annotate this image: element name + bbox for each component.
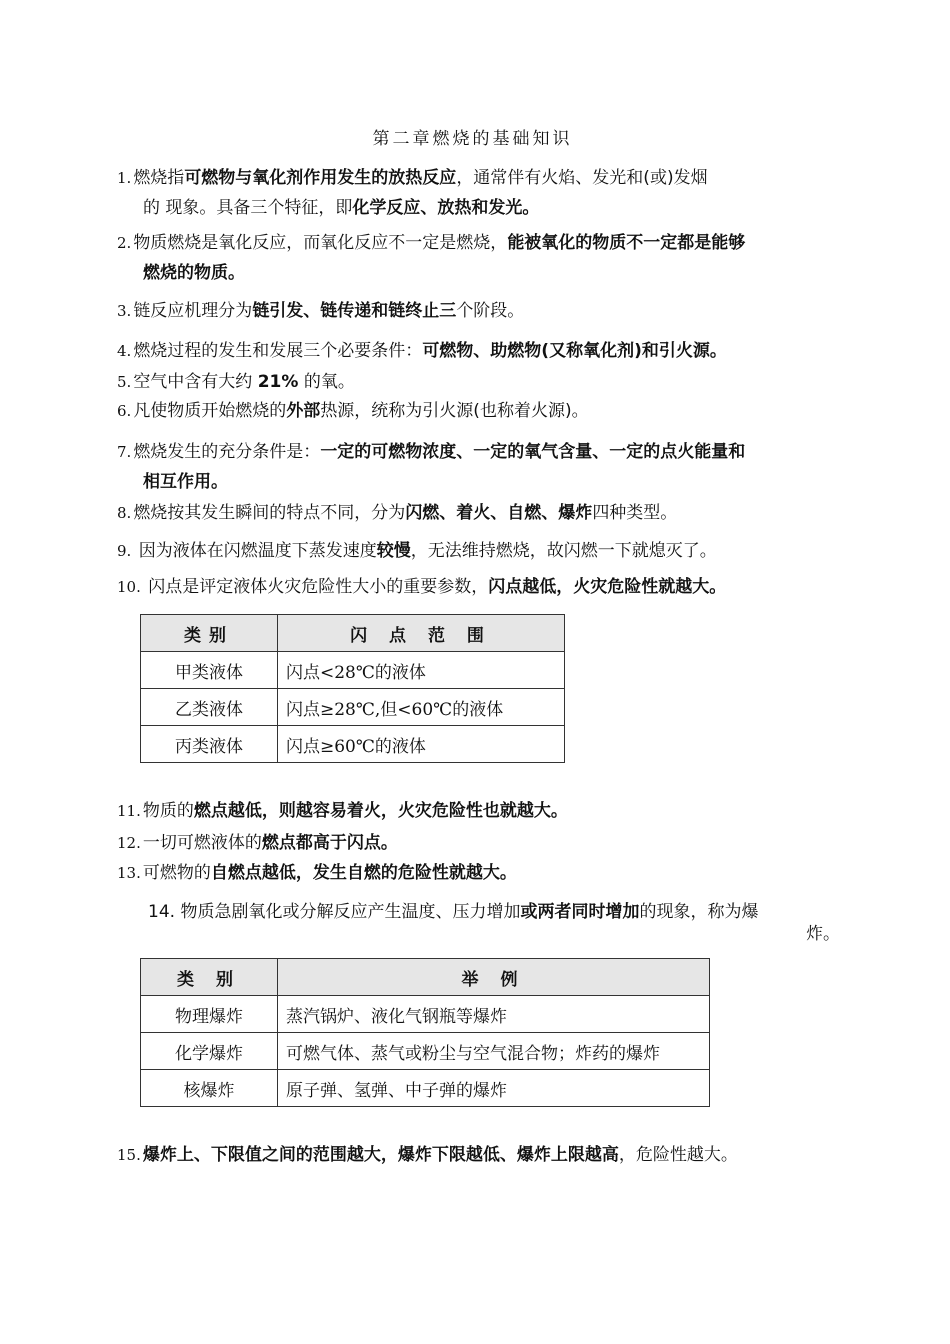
list-item — [117, 396, 837, 426]
list-item — [117, 1140, 837, 1170]
text-span: 空气中含有大约 — [133, 372, 258, 392]
text-span: ，危险性越大。 — [618, 1145, 738, 1165]
table-header: 举 例 — [278, 959, 710, 996]
table-header: 闪 点 范 围 — [278, 615, 565, 652]
bold-text: 闪燃、着火、自燃、爆炸 — [405, 503, 593, 523]
list-item — [117, 228, 837, 288]
table-cell: 乙类液体 — [141, 689, 278, 726]
item-number: 2. — [117, 234, 132, 252]
text-span: 链反应机理分为 — [133, 301, 253, 321]
item-number: 14. — [148, 902, 176, 922]
list-item — [148, 901, 840, 945]
list-item — [117, 498, 837, 528]
text-span: 物质急剧氧化或分解反应产生温度、压力增加 — [175, 902, 521, 922]
continuation-line — [117, 193, 837, 223]
chapter-title: 第二章燃烧的基础知识 — [372, 129, 573, 149]
text-span: 凡使物质开始燃烧的 — [133, 401, 287, 421]
text-span: 燃烧按其发生瞬间的特点不同，分为 — [133, 503, 406, 523]
table-cell: 可燃气体、蒸气或粉尘与空气混合物；炸药的爆炸 — [278, 1033, 710, 1070]
text-span: 燃烧过程的发生和发展三个必要条件： — [133, 341, 423, 361]
table-cell: 蒸汽锅炉、液化气钢瓶等爆炸 — [278, 996, 710, 1033]
bold-text: 可燃物与氧化剂作用发生的放热反应 — [184, 168, 457, 188]
item-number: 8. — [117, 504, 132, 522]
text-span: 物质燃烧是氧化反应，而氧化反应不一定是燃烧， — [133, 233, 508, 253]
text-span: 的 现象。具备三个特征，即 — [143, 198, 353, 218]
table-row — [141, 689, 565, 726]
table-row — [141, 726, 565, 763]
bold-text: 较慢 — [376, 541, 411, 561]
item-number: 9. — [117, 542, 132, 560]
item-number: 10. — [117, 578, 141, 596]
table-cell: 原子弹、氢弹、中子弹的爆炸 — [278, 1070, 710, 1107]
flash-point-table — [140, 614, 565, 763]
bold-text: 闪点越低，火灾危险性就越大。 — [488, 577, 727, 597]
text-span: 一切可燃液体的 — [142, 833, 262, 853]
bold-text: 燃烧的物质。 — [143, 263, 245, 283]
bold-text: 燃点都高于闪点。 — [261, 833, 398, 853]
list-item — [117, 296, 837, 326]
table-header: 类别 — [141, 615, 278, 652]
text-span: 个阶段。 — [456, 301, 525, 321]
text-span: 炸。 — [806, 924, 840, 944]
table-cell: 闪点≥28℃,但<60℃的液体 — [278, 689, 565, 726]
bold-text: 一定的可燃物浓度、一定的氧气含量、一定的点火能量和 — [320, 442, 746, 462]
bold-text: 或两者同时增加 — [520, 902, 640, 922]
table-cell: 闪点<28℃的液体 — [278, 652, 565, 689]
text-span: 燃烧发生的充分条件是： — [133, 442, 321, 462]
list-item — [117, 858, 837, 888]
table-row — [141, 1033, 710, 1070]
table-row — [141, 652, 565, 689]
list-item — [117, 796, 837, 826]
item-number: 3. — [117, 302, 132, 320]
item-number: 6. — [117, 402, 132, 420]
list-item — [117, 572, 837, 602]
bold-text: 自燃点越低，发生自燃的危险性就越大。 — [210, 863, 517, 883]
item-number: 15. — [117, 1146, 141, 1164]
list-item — [117, 828, 837, 858]
bold-text: 化学反应、放热和发光。 — [352, 198, 540, 218]
table-cell: 丙类液体 — [141, 726, 278, 763]
bold-text: 可燃物、助燃物(又称氧化剂)和引火源。 — [422, 341, 727, 361]
table-cell: 闪点≥60℃的液体 — [278, 726, 565, 763]
list-item — [117, 536, 837, 566]
table-cell: 化学爆炸 — [141, 1033, 278, 1070]
continuation-line — [148, 923, 840, 945]
table-cell: 甲类液体 — [141, 652, 278, 689]
text-span: 的现象，称为爆 — [639, 902, 759, 922]
table-row — [141, 996, 710, 1033]
table-row — [141, 1070, 710, 1107]
continuation-line — [117, 467, 837, 497]
text-span: ，通常伴有火焰、发光和(或)发烟 — [456, 168, 708, 188]
table-header: 类 别 — [141, 959, 278, 996]
table-cell: 物理爆炸 — [141, 996, 278, 1033]
item-number: 11. — [117, 802, 141, 820]
table-cell: 核爆炸 — [141, 1070, 278, 1107]
explosion-type-table — [140, 958, 710, 1107]
text-span: 闪点是评定液体火灾危险性大小的重要参数， — [142, 577, 489, 597]
text-span: 物质的 — [142, 801, 194, 821]
text-span: 燃烧指 — [133, 168, 185, 188]
bold-text: 燃点越低，则越容易着火，火灾危险性也就越大。 — [193, 801, 568, 821]
list-item — [117, 367, 837, 397]
bold-text: 外部 — [286, 401, 321, 421]
item-number: 4. — [117, 342, 132, 360]
item-number: 1. — [117, 169, 132, 187]
text-span: 因为液体在闪燃温度下蒸发速度 — [133, 541, 377, 561]
text-span: ，无法维持燃烧，故闪燃一下就熄灭了。 — [410, 541, 717, 561]
item-number: 12. — [117, 834, 141, 852]
text-span: 热源，统称为引火源(也称着火源)。 — [320, 401, 589, 421]
bold-text: 链引发、链传递和链终止三 — [252, 301, 457, 321]
item-number: 13. — [117, 864, 141, 882]
text-span: 四种类型。 — [592, 503, 678, 523]
list-item — [117, 163, 837, 223]
item-number: 7. — [117, 443, 132, 461]
item-number: 5. — [117, 373, 132, 391]
bold-text: 21% — [257, 372, 299, 392]
text-span: 的氧。 — [298, 372, 355, 392]
list-item — [117, 437, 837, 497]
continuation-line — [117, 258, 837, 288]
bold-text: 相互作用。 — [143, 472, 228, 492]
list-item — [117, 336, 837, 366]
bold-text: 能被氧化的物质不一定都是能够 — [507, 233, 746, 253]
text-span: 可燃物的 — [142, 863, 211, 883]
bold-text: 爆炸上、下限值之间的范围越大，爆炸下限越低、爆炸上限越高 — [142, 1145, 619, 1165]
